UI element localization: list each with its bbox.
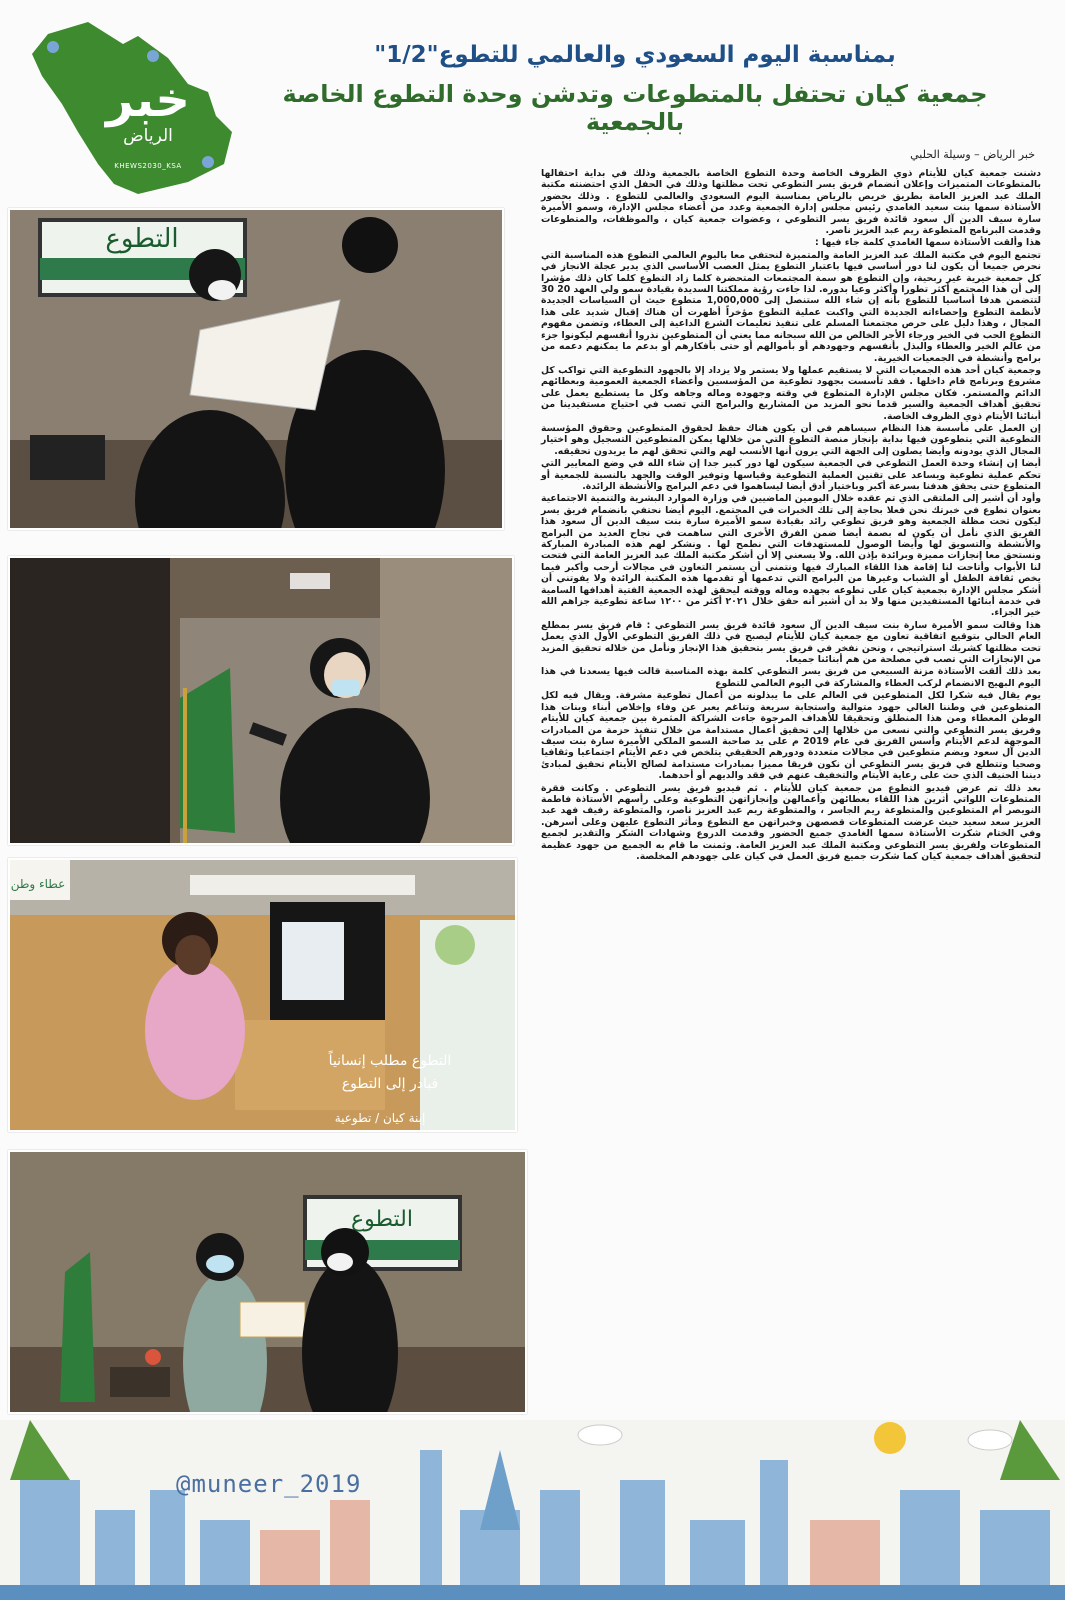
photo-second-certificate [8, 1150, 527, 1414]
logo-text-block [88, 72, 208, 170]
khabar-riyadh-logo [18, 14, 238, 199]
article-paragraph: تجتمع اليوم في مكتبة الملك عبد العزيز العامة والمتميزة لنحتفي معا باليوم العالمي التطوع هذه المناسبة التي نحرص جميعا أن يكون لنا دور أساسي فيها باعتبار التطوع يمثل العصب الأساسي الذي يدير عجلة الانجاز في كل جمعية خيرية غير ربحية، وإن التطوع هو سمة المجتمعات المتحضرة كلما زاد التطوع كلما كان ذلك مؤشرا إلى أن هذا المجتمع أكثر تطورا وأكثر وعيا بدوره. لذا جاءت رؤية مملكتنا السديدة بقيادة سمو ولي العهد 20 30 لتتضمن هدفا أساسيا للتطوع بأنه إن شاء الله ستنصل إلى 1,000,000 متطوع حيث أن السياسات الجديدة لأنظمة التطوع وإحصاءاته الجديدة التي واكبت عملية التطوع مؤخراً أظهرت أن هناك إقبال شديد على هذا المجال ، وهذا دليل على حرص مجتمعنا المسلم على تنفيذ تعليمات الشرع الداعية إلى العطاء، وتضمن مفهوم التطوع الحب في الخير ورجاء الأجر الخالص من الله سبحانه مما يعني أن المتطوعين نذروا أنفسهم ليكونوا جزء من عالم الخير والعطاء والبذل بأنفسهم وجهودهم أو بأموالهم أو حتى بأفكارهم أو بدعم ما يمكنهم دعمه من برامج وأنشطة في الجمعيات الخيرية. [541, 249, 1041, 364]
globe-icon [47, 41, 59, 53]
skyline-banner [0, 1420, 1065, 1600]
article-paragraph: هذا وقالت سمو الأميرة سارة بنت سيف الدين آل سعود قائدة فريق يسر التطوعي : قام فريق يسر بمطلع العام الحالي بتوقيع اتفاقية تعاون مع جمعية كيان للأيتام ليصبح في ذلك الفريق التطوعي الأول الذي يعمل تحت مظلتها كشريك استراتيجي ، ونحن نفخر في فريق يسر بتحقيق هذا الإنجاز ونأمل من خلاله تحقيق المزيد من الإنجازات التي تصب في مصلحة من هم أبنائنا جميعا. [541, 619, 1041, 666]
article-paragraph: بعد ذلك تم عرض فيديو التطوع من جمعية كيان للأيتام . ثم فيديو فريق يسر التطوعي . وكانت فقرة المتطوعات اللواتي أثرين هذا اللقاء بعطائهن وأعمالهن وإنجازاتهن التطوعية وعلى رأسهم الأستاذة فاطمة النويصر أم المتطوعين والمتطوعة ريم الجاسر ، والمتطوعة ريم عبد العزيز ناصر، والمتطوعة رفيف فهد عبد العزيز سعد سعيد حيث عرضت المتطوعات قصصهن وخبراتهن مع التطوع ومأثر التطوع عليهن وعلى أسرهن. وفي الختام شكرت الأستاذة سمها الغامدي جميع الحضور وقدمت الدروع وشهادات الشكر والتقدير لجميع المتطوعات ولفريق يسر التطوعي ومكتبة الملك عبد العزيز العامة. وثمنت ما قام به الجميع من جهود عظيمة لتحقيق أهداف جمعية كيان كما شكرت جميع فريق العمل في كيان على جهودهم المخلصة. [541, 782, 1041, 862]
article-paragraph: هذا وألقت الأستاذة سمها الغامدي كلمة جاء فيها : [815, 237, 1041, 249]
photo-child-at-kiosk [8, 858, 517, 1132]
logo-handle: KHEWS2030_KSA [114, 162, 182, 170]
sun-icon [874, 1422, 906, 1454]
logo-city: الرياض [123, 126, 173, 146]
article-body [541, 168, 1041, 863]
headline-title: جمعية كيان تحتفل بالمتطوعات وتدشن وحدة التطوع الخاصة بالجمعية [282, 80, 988, 136]
caption-line-3: إبنة كيان / تطوعية [334, 1111, 426, 1125]
headline-kicker: بمناسبة اليوم السعودي والعالمي للتطوع"1/2" [374, 42, 896, 68]
article-paragraph: إن العمل على مأسسة هذا النظام سيساهم في أن يكون هناك حفظ لحقوق المتطوعين وحقوق المؤسسة التطوعية التي يتطوعون فيها بداية بإنجاز منصة التطوع التي من خلالها يمكن المتطوعين التسجيل وهو اختيار المجال الذي يودونه وأيضا يصلون إلى الجهة التي يرون أنها الأنسب لهم والتي تحقق لهم ما يريدون تحقيقه. [541, 422, 1041, 457]
article-paragraph: وجمعية كيان أحد هذه الجمعيات التي لا يستقيم عملها ولا يستمر ولا يزداد إلا بالجهود التطوعية التي تواكب كل مشروع وبرنامج قام داخلها . فقد تأسست بجهود تطوعية من المؤسسين وأعضاء الجمعية العمومية وبعطائهم الدائم والمستمر. فكان مجلس الإدارة المتطوع في وقته وجهوده وماله وجاهه وكل ما يستطيع يعمل على تحقيق أهداف الجمعية والسير قدما نحو المزيد من المشاريع والبرامج التي تصب في احتياج مستفيدينا من أبنائنا الأيتام ذوي الظروف الخاصة. [541, 364, 1041, 422]
article-paragraph: أيضا إن إنشاء وحدة العمل التطوعي في الجمعية سيكون لها دور كبير جدا إن شاء الله في وضع المعايير التي تحكم عملية تطوعية ويساعد على تقنين العملية التطوعية وقياسها وتوفير الوقت والجهد بالنسبة للجمعية أو المتطوع حتى يحقق هدفنا بسرعة أكبر وباختيار أدق أيضا ليساهموا في دعم البرامج والأنشطة الرائدة. [541, 458, 1041, 492]
logo-main-word: خبر [105, 72, 191, 128]
brand-text: عطاء وطن [10, 877, 66, 891]
photo-speaker-with-phone [8, 556, 514, 845]
caption-line-1: التطوع مطلب إنسانياً [328, 1053, 452, 1069]
byline: خبر الرياض – وسيلة الحلبي [910, 148, 1035, 161]
article-paragraph: وأود أن أشير إلى الملتقى الذي تم عقده خلال اليومين الماضيين في وزارة الموارد البشرية والتنمية الاجتماعية بعنوان تطوع في خبرتك نحن فعلا بحاجة إلى تلك الخبرات في المجتمع. اليوم أيضا نحتفي بانضمام فريق يسر ليكون تحت مظلة الجمعية وهو فريق تطوعي رائد بقيادة سمو الأميرة سارة بنت سيف الدين آل سعود هذا الفريق الذي نأمل أن يكون له بصمة أيضا ضمن الفرق الأخرى التي ساهمت في نجاح العديد من البرامج والأنشطة والتسويق لها وأيضا الوصول للمستهدفات التي نطمح لها . ونشكر لهم هذه المبادرة المباركة ونستحق معا إنجازات مميزة وبرائدة بإذن الله. ولا يسعني إلا أن أشكر مكتبة الملك عبد العزيز العامة التي فتحت لنا الأبواب وأتاحت لنا إقامة هذا اللقاء المبارك فيها ونتمنى أن يستمر التعاون في مجالات أرحب وأكبر فيما يخص ثقافة الطفل أو الشباب وغيرها من البرامج التي تدعمها أو تقدمها هذه المكتبة الرائدة ولا يفوتني أن أشكر مجلس الإدارة بجمعية كيان على تطوعه بجهده وماله ووقته ليحقق لهذه الجمعية الفتية أهدافها السامية في خدمة أبنائها المستفيدين منها ولا بد أن أشير أنه حقق خلال ٢٠٢١ أكثر من ١٢٠٠ ساعة تطوعية جزاهم الله خير الجزاء. [541, 493, 1041, 619]
caption-line-2: فبادر إلى التطوع [341, 1076, 439, 1092]
screen-sign-text-2: التطوع [351, 1207, 413, 1232]
article-paragraph: يوم يقال فيه شكرا لكل المتطوعين في العالم على ما يبذلونه من أعمال تطوعية مشرفة. ويقال فيه لكل المتطوعين في وطننا الغالي جهود متوالية واستجابة سريعة وتناغم يعبر عن وفاء وإخلاص أبناء وبنات هذا الوطن المعطاء ومن هذا المنطلق وتحقيقا للأهداف المرجوة جاءت الشراكة المثمرة بين جمعية كيان للأيتام وفريق يسر التطوعي والتي نسعى من خلالها إلى تحقيق أعمال مستدامة من خلال تنفيذ حزمة من المبادرات الموجهة لدعم الأيتام وأسس الفريق في عام 2019 م على يد صاحبة السمو الملكي الأميرة سارة بنت سيف الدين آل سعود ويضم متطوعين في مجالات متعددة ودورهم الحقيقي يتلخص في دعم الأيتام اجتماعيا وثقافيا وصحيا وتتطلع في فريق يسر التطوعي أن نكون فريقا مميزا بمبادرات مستدامة لصالح الأيتام تحقيق لمبادئ ديننا الحنيف الذي حث على رعاية الأيتام والتخفيف عنهم في فقد والديهم أو أحدهما. [541, 690, 1041, 782]
globe-icon [147, 50, 159, 62]
screen-sign-text: التطوع [105, 224, 179, 254]
article-paragraph: بعد ذلك ألقت الأستاذة مزنة السبيعي من فريق يسر التطوعي كلمة بهذه المناسبة قالت فيها يسعدنا في هذا اليوم البهيج الانضمام لركب العطاء والمشاركة في اليوم العالمي للتطوع [541, 666, 1041, 689]
article-paragraph: دشنت جمعية كيان للأيتام ذوي الظروف الخاصة وحدة التطوع الخاصة بالجمعية وذلك في بداية احتفالها بالمتطوعات المتميزات وإعلان انضمام فريق يسر التطوعي تحت مظلتها وذلك في الحفل الذي احتضنته مكتبة الملك عبد العزيز العامة بطريق خريص بالرياض بمناسبة اليوم السعودي والعالمي للتطوع . وذلك بحضور الأستاذة سمها بنت سعيد الغامدي رئيس مجلس إدارة الجمعية وعدد من أعضاء مجلس الإدارة، وسمو الأميرة سارة سيف الدين آل سعود قائدة فريق يسر التطوعي ، وعضوات جمعية كيان ، والموظفات، والمتطوعات وقدمت البرنامج المتطوعة ريم عبد العزيز ناصر. [541, 168, 1041, 237]
photo-certificate-presentation [8, 208, 504, 530]
social-handle: @muneer_2019 [176, 1470, 362, 1498]
